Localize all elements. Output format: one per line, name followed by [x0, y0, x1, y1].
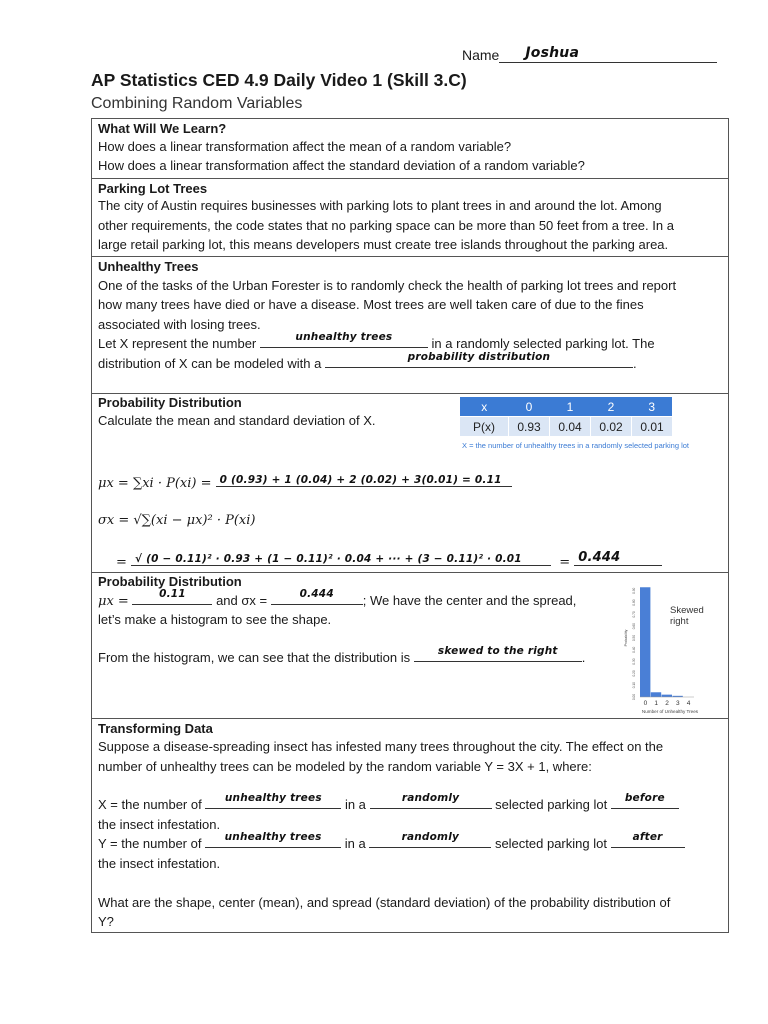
- y-tick-label: 0.50: [632, 634, 636, 642]
- name-value: Joshua: [525, 45, 580, 61]
- text-fragment: distribution of X can be modeled with a: [98, 356, 322, 371]
- paragraph-line: let’s make a histogram to see the shape.: [98, 612, 332, 627]
- paragraph-line: the insect infestation.: [98, 856, 221, 871]
- section-unhealthy-trees: [92, 256, 728, 393]
- table-cell: 0.01: [632, 417, 673, 437]
- section-heading: What Will We Learn?: [98, 121, 227, 136]
- page-title: AP Statistics CED 4.9 Daily Video 1 (Skill 3.C): [91, 70, 467, 90]
- histogram-chart: [622, 575, 720, 717]
- equals-sign: =: [116, 555, 127, 570]
- mean-work-field[interactable]: [216, 472, 512, 487]
- paragraph-line: Suppose a disease-spreading insect has infested many trees throughout the city. The effect on the: [98, 739, 664, 754]
- paragraph-line: other requirements, the code states that no parking space can be more than 50 feet from a tree. In a: [98, 218, 674, 233]
- probability-table: [460, 397, 672, 436]
- center-spread-line: [98, 587, 577, 612]
- sd-formula: σx = √∑(xi − μx)² · P(xi): [98, 513, 256, 528]
- blank-number-of[interactable]: [260, 330, 428, 348]
- table-cell: 0.04: [550, 417, 591, 437]
- histogram-bar: [640, 587, 650, 697]
- text-fragment: .: [581, 650, 586, 665]
- sd-work-field[interactable]: [131, 550, 551, 566]
- section-heading: Parking Lot Trees: [98, 181, 208, 196]
- x-blank-3[interactable]: [611, 791, 679, 809]
- y-tick-label: 0.70: [632, 611, 636, 618]
- text-fragment: in a: [344, 836, 366, 851]
- y-tick-label: 0.40: [632, 646, 636, 653]
- table-cell: 0: [509, 397, 550, 417]
- x-blank-1[interactable]: [205, 791, 341, 809]
- handwritten-answer: probability distribution: [407, 350, 551, 363]
- table-cell: 0.02: [591, 417, 632, 437]
- question-line: What are the shape, center (mean), and spread (standard deviation) of the probability distribution of: [98, 895, 671, 910]
- handwritten-answer: √ (0 − 0.11)² · 0.93 + (1 − 0.11)² · 0.04 + ··· + (3 − 0.11)² · 0.01: [135, 553, 522, 565]
- y-blank-2[interactable]: [369, 830, 491, 848]
- page-subtitle: Combining Random Variables: [91, 95, 303, 112]
- section-what-will-we-learn: [92, 119, 728, 178]
- equals-sign: =: [559, 555, 571, 570]
- name-field[interactable]: [499, 46, 717, 63]
- chart-annotation: Skewed: [670, 605, 704, 616]
- handwritten-answer: unhealthy trees: [224, 791, 322, 804]
- handwritten-answer: randomly: [401, 830, 460, 843]
- handwritten-answer: after: [632, 830, 663, 843]
- section-heading: Transforming Data: [98, 721, 213, 736]
- handwritten-answer: before: [624, 791, 665, 804]
- handwritten-answer: unhealthy trees: [224, 830, 322, 843]
- sd-blank[interactable]: [271, 587, 363, 605]
- handwritten-answer: unhealthy trees: [295, 330, 393, 343]
- paragraph-line: the insect infestation.: [98, 817, 221, 832]
- x-tick-label: 3: [675, 700, 680, 707]
- handwritten-answer: randomly: [401, 791, 460, 804]
- y-tick-label: 0.90: [632, 587, 636, 594]
- text-fragment: and σx =: [216, 593, 268, 608]
- definition-line: [98, 350, 637, 374]
- instruction: Calculate the mean and standard deviation of X.: [98, 413, 376, 428]
- x-tick-label: 0: [643, 700, 648, 707]
- text-fragment: μx =: [98, 594, 129, 609]
- y-tick-label: 0.10: [632, 682, 636, 689]
- mean-formula: μx = ∑xi · P(xi) =: [98, 476, 212, 491]
- sd-work-line: [116, 550, 662, 570]
- shape-line: [98, 644, 586, 668]
- text-fragment: in a randomly selected parking lot. The: [431, 336, 655, 351]
- section-heading: Probability Distribution: [98, 395, 242, 410]
- handwritten-answer: skewed to the right: [437, 644, 558, 657]
- name-label: Name: [462, 47, 500, 63]
- x-axis-label: Number of Unhealthy Trees: [641, 709, 699, 714]
- question-mean: How does a linear transformation affect the mean of a random variable?: [98, 139, 512, 154]
- table-caption: X = the number of unhealthy trees in a randomly selected parking lot: [462, 441, 690, 450]
- text-fragment: in a: [344, 797, 366, 812]
- handwritten-answer: 0 (0.93) + 1 (0.04) + 2 (0.02) + 3(0.01) = 0.11: [219, 474, 502, 486]
- histogram-bar: [651, 692, 661, 697]
- section-heading: Unhealthy Trees: [98, 259, 199, 274]
- text-fragment: X = the number of: [98, 797, 202, 812]
- histogram-bar: [662, 695, 672, 697]
- paragraph-line: The city of Austin requires businesses with parking lots to plant trees in and around the lot. Among: [98, 198, 662, 213]
- table-header-row: [460, 397, 672, 417]
- text-fragment: Let X represent the number: [98, 336, 257, 351]
- paragraph-line: number of unhealthy trees can be modeled by the random variable Y = 3X + 1, where:: [98, 759, 592, 774]
- y-tick-label: 0.20: [632, 670, 636, 677]
- x-tick-label: 2: [665, 700, 669, 707]
- worksheet-box: [91, 118, 729, 933]
- table-cell: 0.93: [509, 417, 550, 437]
- name-line: [462, 46, 717, 63]
- table-cell: 2: [591, 397, 632, 417]
- y-blank-3[interactable]: [611, 830, 685, 848]
- y-axis-label: Probability: [624, 629, 628, 647]
- y-tick-label: 0.80: [632, 599, 636, 606]
- table-cell: x: [460, 397, 509, 417]
- x-blank-2[interactable]: [370, 791, 492, 809]
- handwritten-answer: 0.444: [578, 550, 621, 565]
- question-line: Y?: [98, 914, 114, 929]
- paragraph-line: how many trees have died or have a disease. Most trees are well taken care of due to the fines: [98, 297, 644, 312]
- text-fragment: selected parking lot: [494, 836, 607, 851]
- mean-formula-line: [98, 472, 512, 491]
- text-fragment: Y = the number of: [98, 836, 202, 851]
- paragraph-line: One of the tasks of the Urban Forester is to randomly check the health of parking lot trees and report: [98, 278, 677, 293]
- y-tick-label: 0.00: [632, 693, 636, 701]
- section-parking-lot-trees: [92, 178, 728, 256]
- x-tick-label: 4: [686, 700, 691, 707]
- sd-result-field[interactable]: [574, 551, 662, 566]
- mean-blank[interactable]: [132, 587, 212, 605]
- shape-blank[interactable]: [414, 644, 582, 662]
- table-cell: 3: [632, 397, 673, 417]
- table-cell: P(x): [460, 417, 509, 437]
- blank-modeled-with[interactable]: [325, 350, 633, 368]
- section-probability-distribution-calc: [92, 393, 728, 572]
- x-tick-label: 1: [654, 700, 659, 707]
- section-heading: Probability Distribution: [98, 574, 242, 589]
- section-transforming-data: [92, 718, 728, 934]
- y-tick-label: 0.30: [632, 658, 636, 665]
- y-definition-line: [98, 830, 685, 854]
- text-fragment: selected parking lot: [495, 797, 608, 812]
- text-fragment: .: [632, 356, 637, 371]
- y-blank-1[interactable]: [205, 830, 341, 848]
- table-cell: 1: [550, 397, 591, 417]
- text-fragment: From the histogram, we can see that the distribution is: [98, 650, 411, 665]
- section-probability-distribution-shape: [92, 572, 728, 718]
- handwritten-answer: 0.11: [159, 587, 186, 600]
- chart-annotation: right: [670, 616, 689, 627]
- question-sd: How does a linear transformation affect the standard deviation of a random variable?: [98, 158, 585, 173]
- x-definition-line: [98, 791, 679, 815]
- handwritten-answer: 0.444: [299, 587, 334, 600]
- y-tick-label: 0.60: [632, 623, 636, 630]
- table-row: [460, 417, 672, 437]
- text-fragment: ; We have the center and the spread,: [362, 593, 577, 608]
- paragraph-line: large retail parking lot, this means developers must create tree islands throughout the parking area.: [98, 237, 669, 252]
- paragraph-line: associated with losing trees.: [98, 317, 261, 332]
